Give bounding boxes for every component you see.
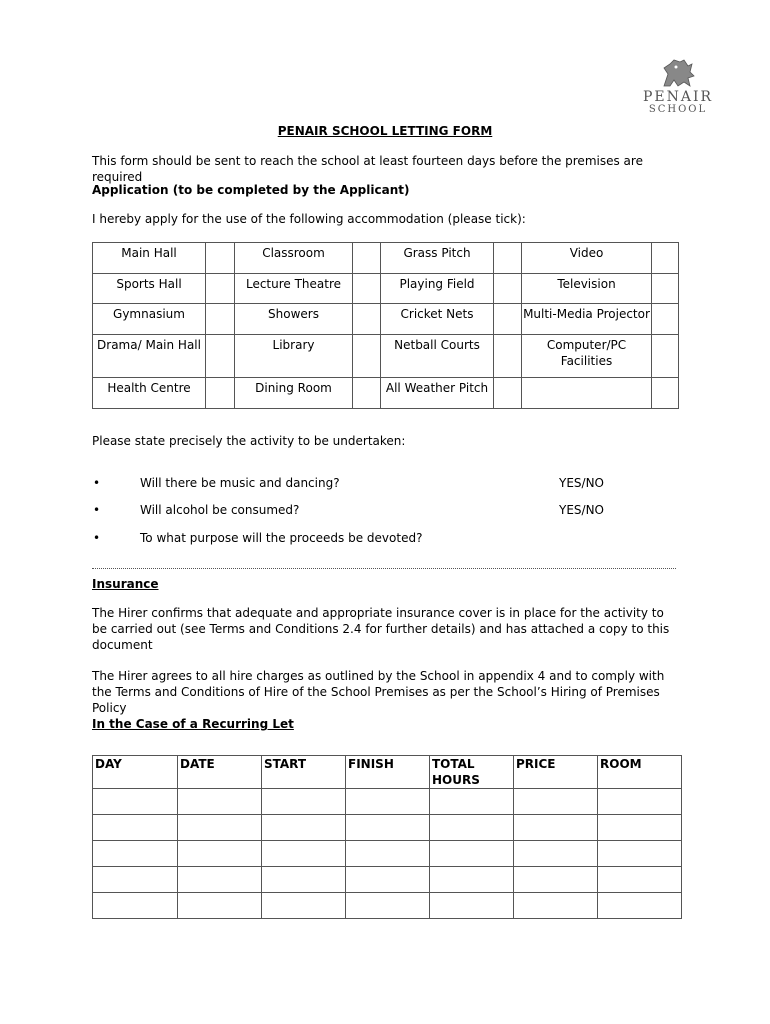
table-cell[interactable] [430,867,514,893]
tick-box[interactable] [206,378,235,409]
table-cell[interactable] [262,789,346,815]
table-cell[interactable] [346,893,430,919]
table-cell[interactable] [346,789,430,815]
table-row [93,815,682,841]
tick-box[interactable] [206,304,235,335]
table-cell[interactable] [514,841,598,867]
tick-box[interactable] [652,274,679,304]
table-cell[interactable] [514,815,598,841]
table-cell[interactable] [93,789,178,815]
question-music: Will there be music and dancing? [140,476,340,490]
table-cell[interactable] [262,867,346,893]
table-cell[interactable] [93,893,178,919]
page-title: PENAIR SCHOOL LETTING FORM [277,124,493,138]
accommodation-label: Grass Pitch [381,243,494,274]
apply-text: I hereby apply for the use of the following accommodation (please tick): [92,212,526,226]
tick-box[interactable] [353,304,381,335]
table-row [93,841,682,867]
tick-box[interactable] [494,304,522,335]
tick-box[interactable] [353,274,381,304]
accommodation-label: Classroom [235,243,353,274]
accommodation-label: Main Hall [93,243,206,274]
tick-box[interactable] [206,335,235,378]
tick-box[interactable] [494,243,522,274]
tick-box[interactable] [494,335,522,378]
tick-box[interactable] [206,243,235,274]
accommodation-row [93,243,679,274]
tick-box[interactable] [206,274,235,304]
tick-box[interactable] [494,274,522,304]
column-header: DAY [93,756,178,789]
bullet-icon: • [93,531,101,545]
table-cell[interactable] [346,841,430,867]
accommodation-label: Health Centre [93,378,206,409]
school-logo [636,58,720,122]
table-cell[interactable] [178,789,262,815]
activity-prompt: Please state precisely the activity to be undertaken: [92,434,406,448]
table-cell[interactable] [514,867,598,893]
recurring-table [92,755,682,919]
table-cell[interactable] [178,815,262,841]
application-heading: Application (to be completed by the Applicant) [92,183,410,197]
bullet-icon: • [93,476,101,490]
accommodation-label: All Weather Pitch [381,378,494,409]
accommodation-label: Netball Courts [381,335,494,378]
accommodation-label: Cricket Nets [381,304,494,335]
table-cell[interactable] [598,867,682,893]
tick-box[interactable] [353,335,381,378]
column-header: START [262,756,346,789]
table-cell[interactable] [430,789,514,815]
table-cell[interactable] [93,815,178,841]
accommodation-label: Showers [235,304,353,335]
table-row [93,867,682,893]
table-cell[interactable] [514,789,598,815]
tick-box[interactable] [652,335,679,378]
column-header: PRICE [514,756,598,789]
answer-alcohol[interactable]: YES/NO [559,503,604,517]
insurance-para-2: The Hirer agrees to all hire charges as outlined by the School in appendix 4 and to comply with the Terms and Conditions of Hire of the School Premises as per the School’s Hiring of Premises Policy [92,669,665,715]
column-header: DATE [178,756,262,789]
table-cell[interactable] [598,789,682,815]
accommodation-row [93,378,679,409]
table-cell[interactable] [93,867,178,893]
accommodation-row [93,335,679,378]
table-cell[interactable] [346,815,430,841]
table-cell[interactable] [598,841,682,867]
tick-box[interactable] [652,243,679,274]
bullet-icon: • [93,503,101,517]
accommodation-label: Computer/PC Facilities [522,335,652,378]
accommodation-row [93,304,679,335]
lion-crest-icon [658,58,698,88]
table-cell[interactable] [598,893,682,919]
table-cell[interactable] [514,893,598,919]
column-header: TOTAL HOURS [430,756,514,789]
logo-text-school: SCHOOL [648,104,708,115]
table-cell[interactable] [430,893,514,919]
table-cell[interactable] [178,841,262,867]
tick-box[interactable] [652,378,679,409]
tick-box[interactable] [494,378,522,409]
table-cell[interactable] [598,815,682,841]
table-cell[interactable] [262,893,346,919]
accommodation-label: Lecture Theatre [235,274,353,304]
table-cell[interactable] [430,815,514,841]
table-cell[interactable] [178,867,262,893]
question-proceeds: To what purpose will the proceeds be devoted? [140,531,423,545]
table-cell[interactable] [430,841,514,867]
table-cell[interactable] [262,815,346,841]
table-cell[interactable] [262,841,346,867]
accommodation-label: Gymnasium [93,304,206,335]
intro-text: This form should be sent to reach the school at least fourteen days before the premises are required [92,154,643,184]
insurance-heading: Insurance [92,577,159,591]
table-cell[interactable] [178,893,262,919]
accommodation-label: Sports Hall [93,274,206,304]
tick-box[interactable] [652,304,679,335]
accommodation-table [92,242,679,409]
accommodation-label: Playing Field [381,274,494,304]
accommodation-label: Multi-Media Projector [522,304,652,335]
logo-text-penair: PENAIR [642,89,714,105]
recurring-heading: In the Case of a Recurring Let [92,717,294,731]
answer-music[interactable]: YES/NO [559,476,604,490]
question-alcohol: Will alcohol be consumed? [140,503,300,517]
table-header-row [93,756,682,789]
table-row [93,789,682,815]
table-cell[interactable] [93,841,178,867]
column-header: ROOM [598,756,682,789]
tick-box[interactable] [353,378,381,409]
accommodation-label: Drama/ Main Hall [93,335,206,378]
accommodation-label: Video [522,243,652,274]
accommodation-label: Dining Room [235,378,353,409]
table-row [93,893,682,919]
accommodation-label [522,378,652,409]
accommodation-label: Television [522,274,652,304]
insurance-para-1: The Hirer confirms that adequate and appropriate insurance cover is in place for the activity to be carried out (see Terms and Conditions 2.4 for further details) and has attached a copy to this document [92,606,670,652]
accommodation-label: Library [235,335,353,378]
accommodation-row [93,274,679,304]
tick-box[interactable] [353,243,381,274]
column-header: FINISH [346,756,430,789]
answer-line[interactable] [92,560,676,569]
table-cell[interactable] [346,867,430,893]
